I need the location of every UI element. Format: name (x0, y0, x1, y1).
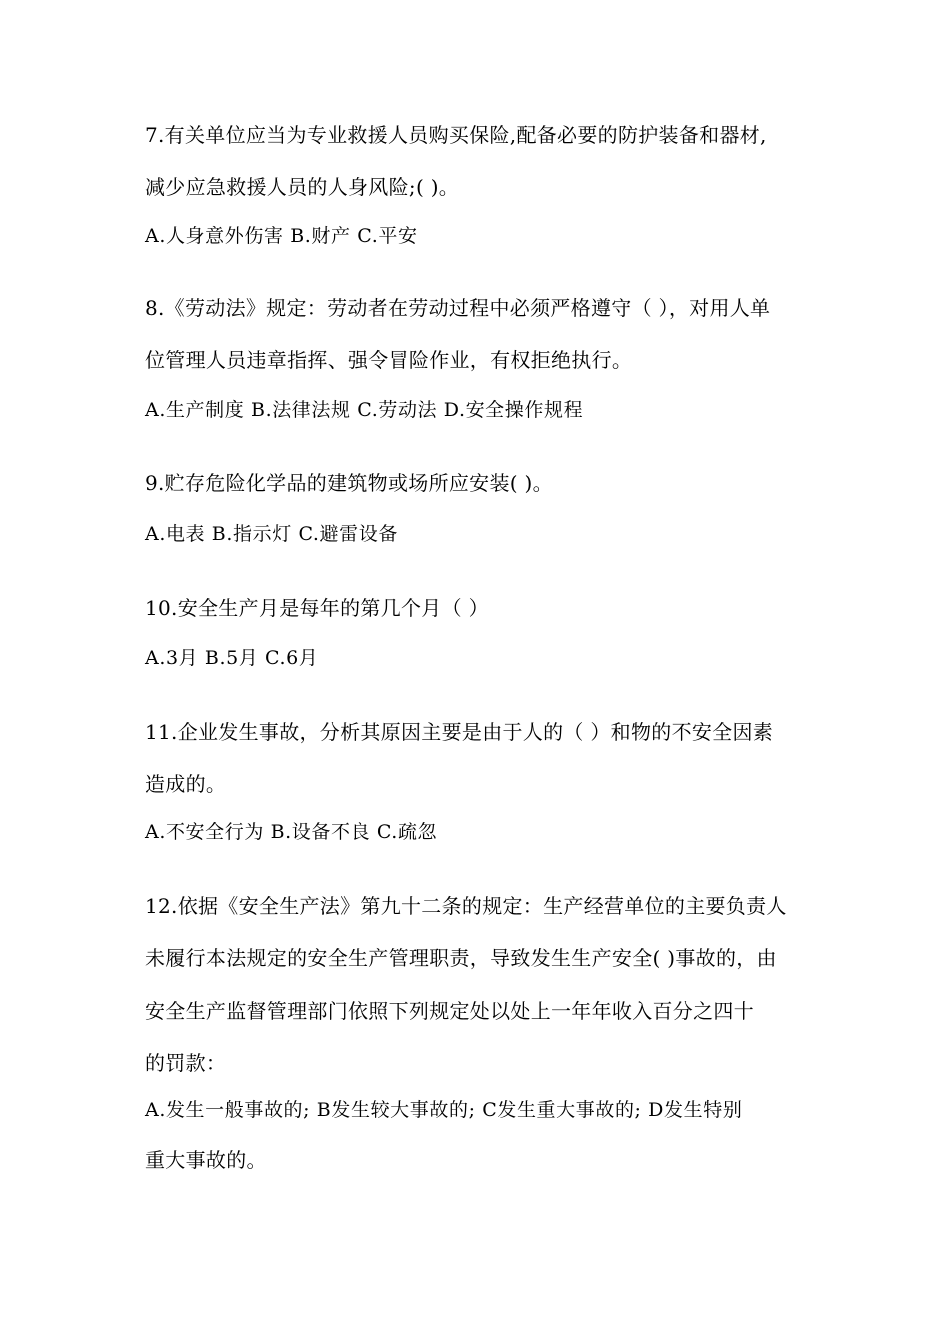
question-9-line-1: 9.贮存危险化学品的建筑物或场所应安装( )。 (145, 471, 553, 495)
question-8-line-1: 8.《劳动法》规定：劳动者在劳动过程中必须严格遵守（ ），对用人单 (145, 296, 771, 320)
question-10-options: A.3月 B.5月 C.6月 (145, 647, 319, 669)
question-10-line-1: 10.安全生产月是每年的第几个月（ ） (145, 596, 489, 620)
question-12-options-line-2: 重大事故的。 (145, 1148, 267, 1172)
question-12-options-line-1: A.发生一般事故的; B发生较大事故的; C发生重大事故的; D发生特别 (145, 1099, 743, 1121)
question-11-line-2: 造成的。 (145, 772, 227, 796)
question-12-line-1: 12.依据《安全生产法》第九十二条的规定：生产经营单位的主要负责人 (145, 894, 787, 918)
question-7-options: A.人身意外伤害 B.财产 C.平安 (145, 225, 418, 247)
question-9-options: A.电表 B.指示灯 C.避雷设备 (145, 523, 398, 545)
question-8-line-2: 位管理人员违章指挥、强令冒险作业，有权拒绝执行。 (145, 348, 633, 372)
question-12-line-3: 安全生产监督管理部门依照下列规定处以处上一年年收入百分之四十 (145, 999, 754, 1023)
question-7-line-2: 减少应急救援人员的人身风险;( )。 (145, 175, 460, 199)
question-11-line-1: 11.企业发生事故，分析其原因主要是由于人的（ ）和物的不安全因素 (145, 720, 774, 744)
question-11-options: A.不安全行为 B.设备不良 C.疏忽 (145, 821, 438, 843)
question-12-line-4: 的罚款： (145, 1051, 227, 1075)
question-8-options: A.生产制度 B.法律法规 C.劳动法 D.安全操作规程 (145, 399, 584, 421)
question-12-line-2: 未履行本法规定的安全生产管理职责，导致发生生产安全( )事故的，由 (145, 946, 777, 970)
question-7-line-1: 7.有关单位应当为专业救援人员购买保险,配备必要的防护装备和器材, (145, 123, 767, 147)
